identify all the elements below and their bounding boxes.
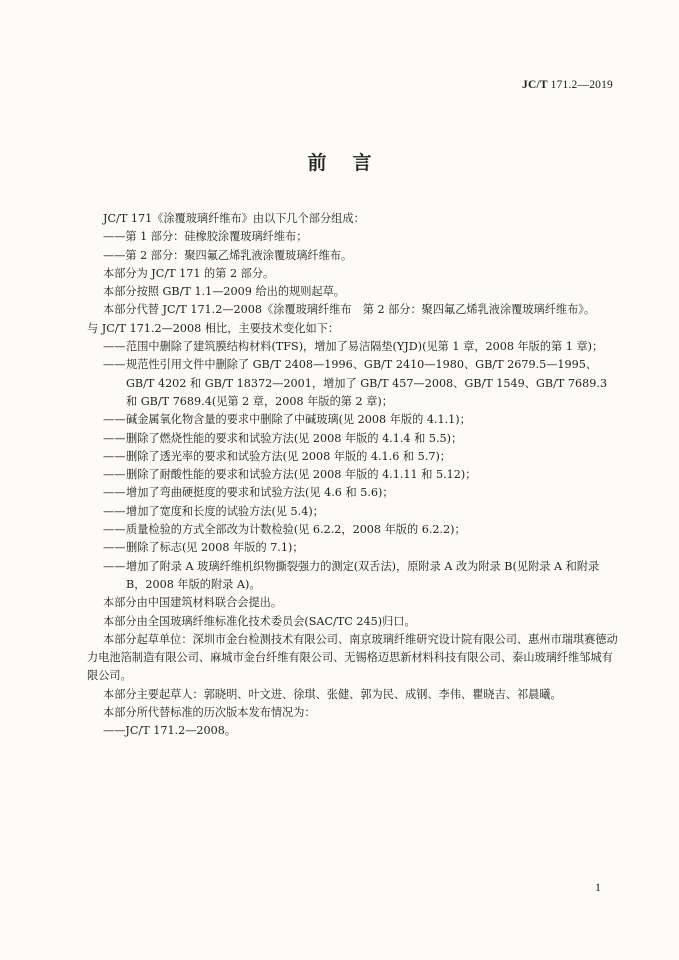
paragraph: 与 JC/T 171.2—2008 相比，主要技术变化如下： <box>87 321 340 335</box>
paragraph: 本部分代替 JC/T 171.2—2008《涂覆玻璃纤维布 第 2 部分：聚四氟乙烯乳液涂覆玻璃纤维布》。 <box>103 303 596 317</box>
list-dash: —— <box>103 431 126 445</box>
list-item-text: 删除了透光率的要求和试验方法(见 2008 年版的 4.1.6 和 5.7)； <box>126 449 451 463</box>
standard-number: 171.2—2019 <box>550 79 613 91</box>
list-item-text: 增加了附录 A 玻璃纤维机织物撕裂强力的测定(双舌法)，原附录 A 改为附录 B(见附录 A 和附录 B，2008 年版的附录 A)。 <box>126 559 600 591</box>
page-number: 1 <box>595 880 601 894</box>
list-item-text: 碱金属氧化物含量的要求中删除了中碱玻璃(见 2008 年版的 4.1.1)； <box>126 413 471 427</box>
list-item-text: 质量检验的方式全部改为计数检验(见 6.2.2，2008 年版的 6.2.2)； <box>126 523 466 537</box>
standard-prefix: JC/T <box>522 79 548 91</box>
change-list-item <box>87 484 619 502</box>
paragraph: 本部分主要起草人：郭晓明、叶文进、徐琪、张健、郭为民、成钢、李伟、瞿晓吉、祁晨曦。 <box>103 687 562 701</box>
page-title: 前言 <box>307 152 398 174</box>
list-dash: —— <box>103 504 126 518</box>
paragraph: 本部分为 JC/T 171 的第 2 部分。 <box>103 266 275 280</box>
change-list-item <box>87 411 619 429</box>
change-list-item <box>87 356 619 411</box>
list-dash: —— <box>103 486 126 500</box>
list-dash: —— <box>103 541 126 555</box>
list-item-text: 增加了宽度和长度的试验方法(见 5.4)； <box>126 504 324 518</box>
change-list-item <box>87 539 619 557</box>
change-list-item <box>87 430 619 448</box>
list-item-text: 删除了燃烧性能的要求和试验方法(见 2008 年版的 4.1.4 和 5.5)； <box>126 431 463 445</box>
list-dash: —— <box>103 559 126 573</box>
change-list-item <box>87 521 619 539</box>
paragraph: JC/T 171《涂覆玻璃纤维布》由以下几个部分组成： <box>103 212 365 225</box>
list-dash: —— <box>103 468 126 482</box>
paragraph: 本部分由中国建筑材料联合会提出。 <box>103 596 283 610</box>
paragraph: 本部分所代替标准的历次版本发布情况为： <box>103 706 316 720</box>
paragraph: 本部分由全国玻璃纤维标准化技术委员会(SAC/TC 245)归口。 <box>103 614 416 628</box>
list-item: ——第 2 部分：聚四氟乙烯乳液涂覆玻璃纤维布。 <box>103 248 353 262</box>
list-dash: —— <box>103 449 126 463</box>
change-list-item <box>87 558 619 595</box>
standard-number-header <box>522 79 613 91</box>
change-list-item <box>87 448 619 466</box>
list-item-text: 删除了标志(见 2008 年版的 7.1)； <box>126 541 304 555</box>
change-list-item <box>87 466 619 484</box>
change-list-item <box>87 338 619 356</box>
list-item: ——JC/T 171.2—2008。 <box>103 724 237 738</box>
change-list-item <box>87 503 619 521</box>
list-dash: —— <box>103 523 126 537</box>
list-item-text: 规范性引用文件中删除了 GB/T 2408—1996、GB/T 2410—1980、GB/T 2679.5—1995、GB/T 4202 和 GB/T 18372—2001，增加了 GB/T 457—2008、GB/T 1549、GB/T 7689.3 和 GB/T 7689.4(见第 2 章，2008 年版的第 2 章)； <box>126 358 608 408</box>
list-dash: —— <box>103 358 126 372</box>
list-item: ——第 1 部分：硅橡胶涂覆玻璃纤维布； <box>103 230 308 244</box>
foreword-body <box>87 210 619 741</box>
list-dash: —— <box>103 413 126 427</box>
paragraph: 本部分按照 GB/T 1.1—2009 给出的规则起草。 <box>103 285 345 299</box>
list-item-text: 范围中删除了建筑膜结构材料(TFS)，增加了易洁隔垫(YJD)(见第 1 章，2008 年版的第 1 章)； <box>126 340 604 354</box>
list-dash: —— <box>103 340 126 354</box>
list-item-text: 增加了弯曲硬挺度的要求和试验方法(见 4.6 和 5.6)； <box>126 486 394 500</box>
list-item-text: 删除了耐酸性能的要求和试验方法(见 2008 年版的 4.1.11 和 5.12)； <box>126 468 477 482</box>
paragraph: 本部分起草单位：深圳市金台检测技术有限公司、南京玻璃纤维研究设计院有限公司、惠州市瑞琪赛德动力电池箔制造有限公司、麻城市金台纤维有限公司、无锡格迈思新材料科技有限公司、泰山玻璃纤维邹城有限公司。 <box>87 632 618 683</box>
